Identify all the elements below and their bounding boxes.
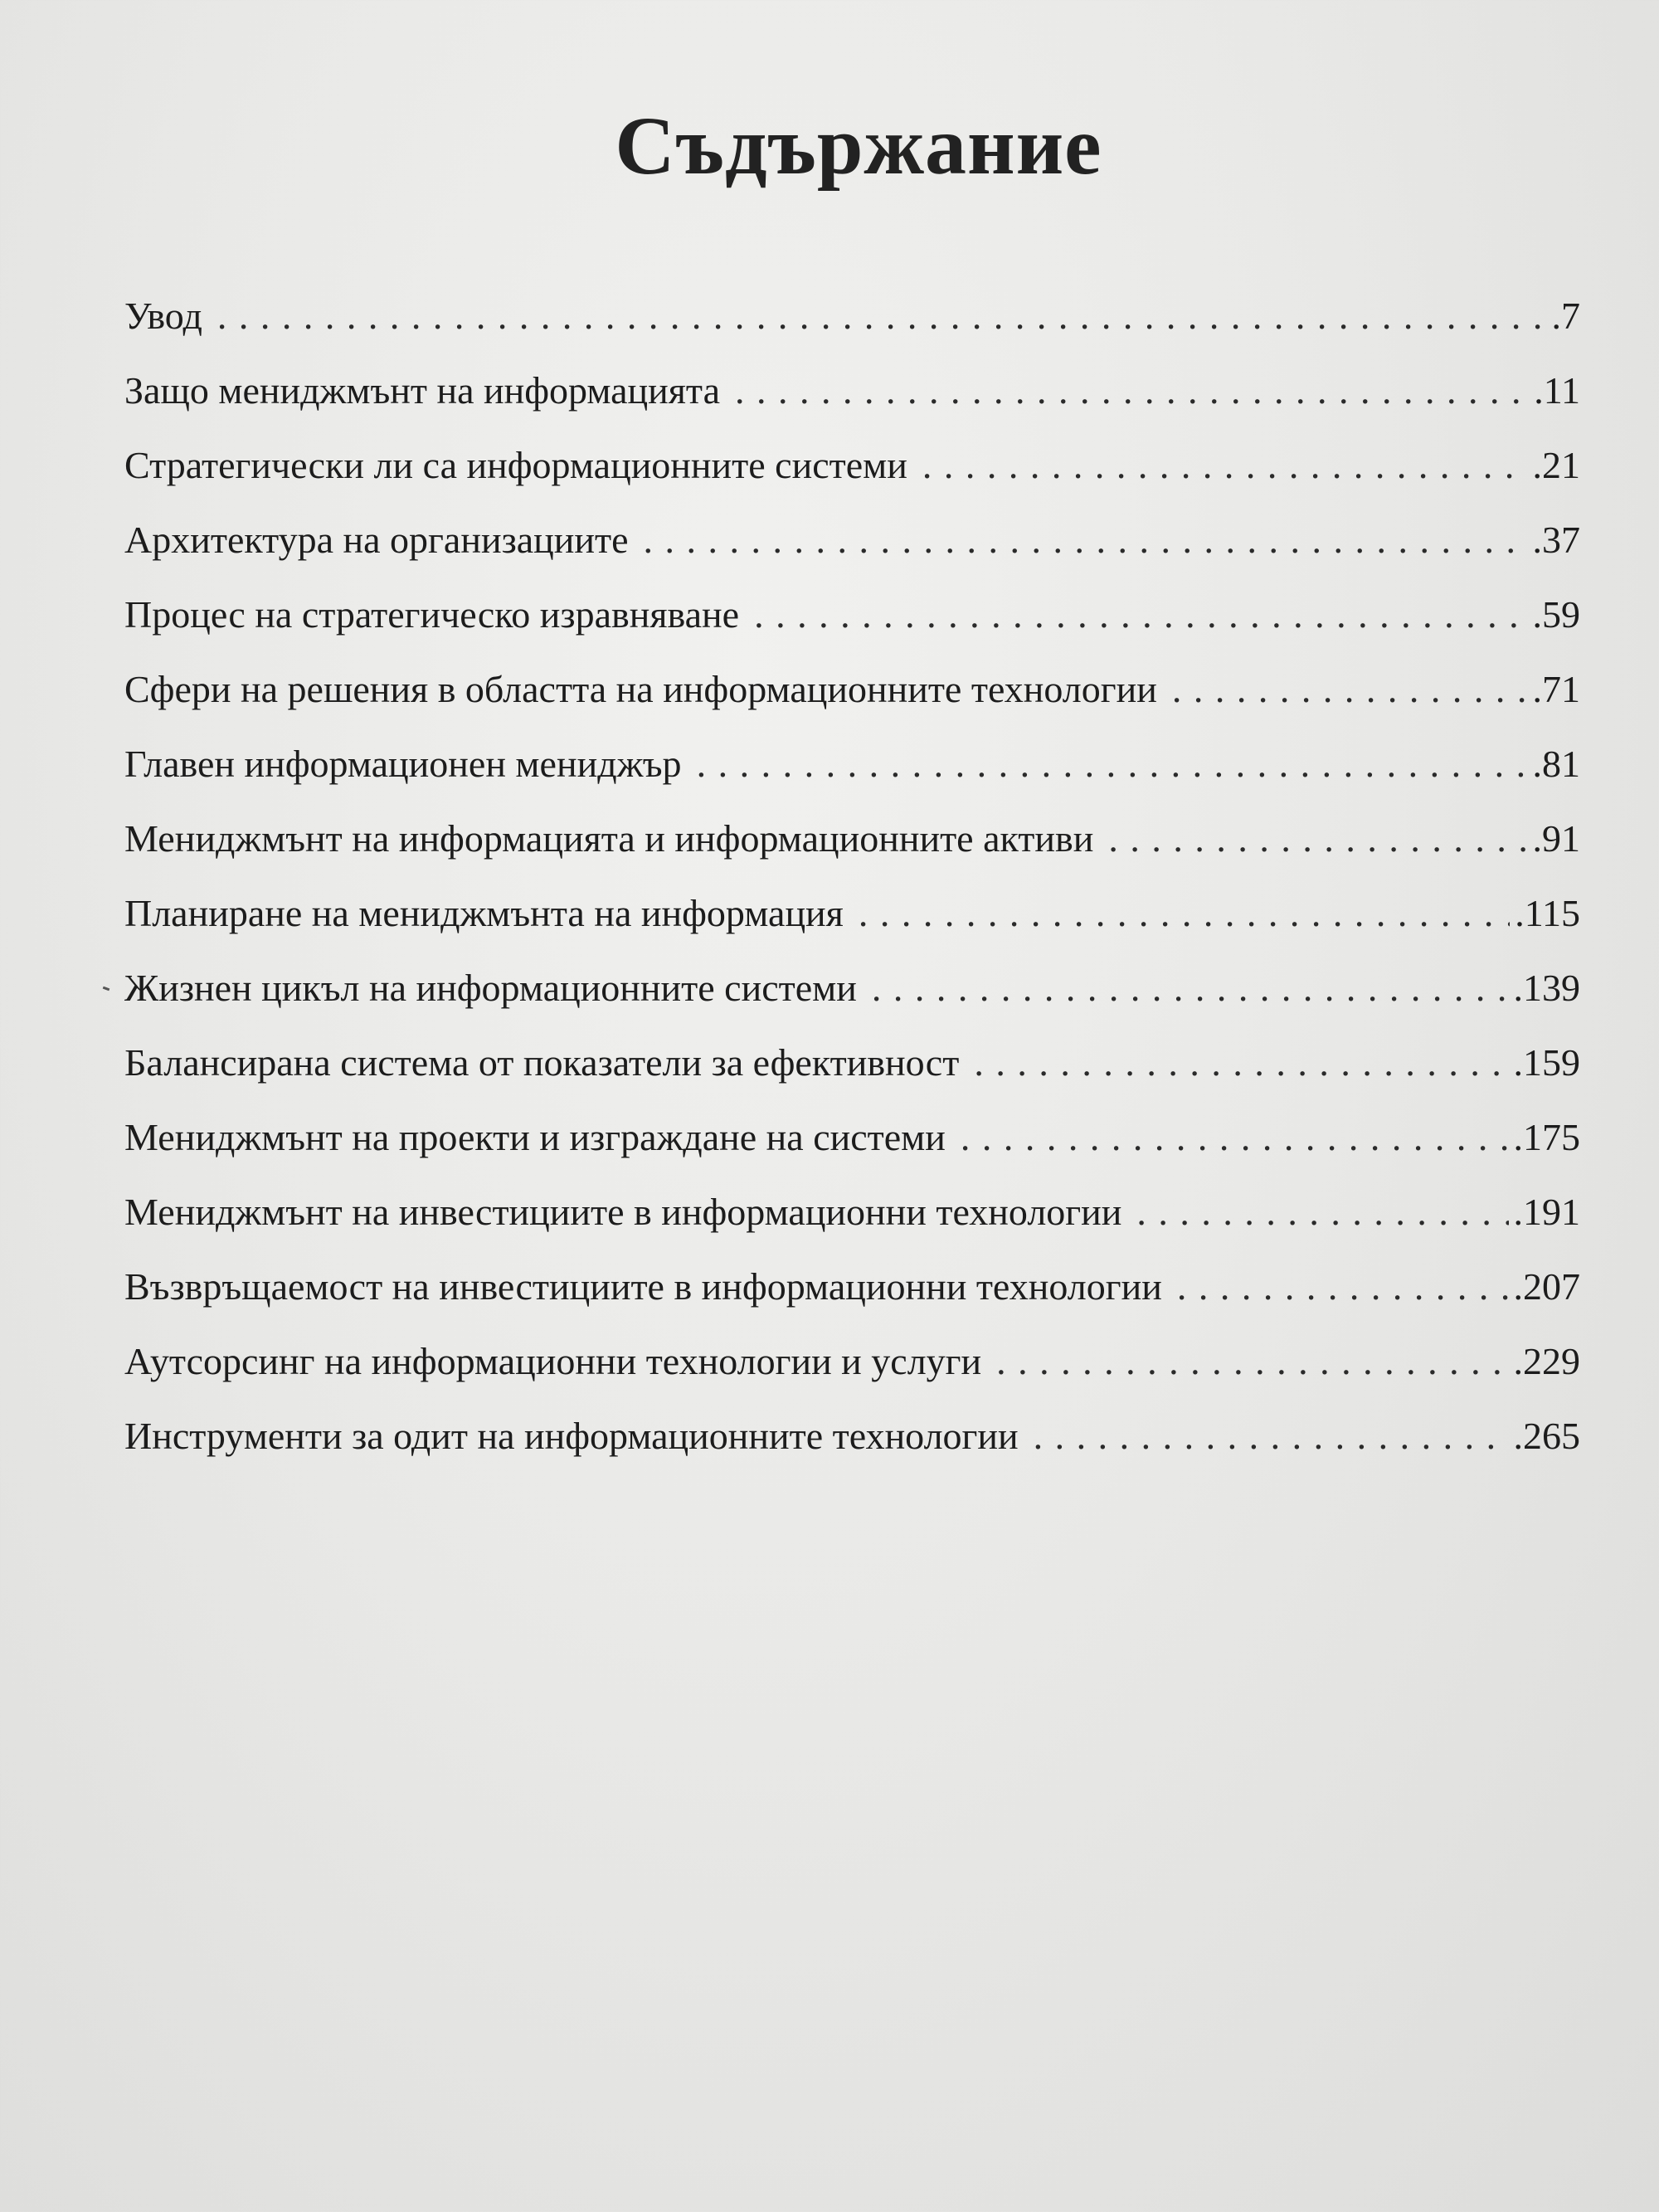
toc-entry-title: Аутсорсинг на информационни технологии и услуги — [124, 1340, 982, 1382]
toc-entry — [124, 428, 1580, 503]
toc-entry-title: Планиране на мениджмънта на информация — [124, 892, 844, 934]
toc-page-number: .11 — [1534, 369, 1580, 412]
toc-page-number: .71 — [1532, 668, 1580, 710]
toc-entry — [124, 1250, 1580, 1324]
toc-entry-title: Архитектура на организациите — [124, 519, 629, 561]
dot-leader — [1136, 1175, 1508, 1250]
toc-entry — [124, 876, 1580, 951]
toc-page-number: .37 — [1532, 519, 1580, 561]
toc-entry — [124, 652, 1580, 727]
page-title: Съдържание — [615, 100, 1102, 192]
toc-page-number: .81 — [1532, 743, 1580, 785]
toc-entry-title: Възвръщаемост на инвестициите в информационни технологии — [124, 1265, 1162, 1308]
dot-leader — [1177, 1250, 1509, 1324]
toc-page-number: .229 — [1513, 1340, 1580, 1382]
toc-entry-title: Стратегически ли са информационните системи — [124, 444, 907, 486]
toc-entry-title: Мениджмънт на проекти и изграждане на системи — [124, 1116, 946, 1158]
toc-entry-title: Увод — [124, 295, 202, 337]
toc-entry-title: Мениджмънт на инвестициите в информационни технологии — [124, 1191, 1122, 1233]
dot-leader — [974, 1026, 1508, 1100]
toc-page-number: .21 — [1532, 444, 1580, 486]
toc-entry — [124, 1399, 1580, 1474]
toc-entry-title: Сфери на решения в областта на информационните технологии — [124, 668, 1157, 710]
toc-entry-title: Балансирана система от показатели за ефективност — [124, 1041, 960, 1084]
toc-entry-title: Инструменти за одит на информационните технологии — [124, 1415, 1019, 1457]
toc-page-number: .159 — [1513, 1041, 1580, 1084]
dot-leader — [961, 1100, 1509, 1175]
toc-entry — [124, 1100, 1580, 1175]
table-of-contents — [124, 279, 1580, 1474]
toc-entry — [124, 801, 1580, 876]
toc-entry — [124, 279, 1580, 353]
ink-mark — [103, 987, 110, 992]
dot-leader — [697, 727, 1528, 801]
toc-entry — [124, 1026, 1580, 1100]
dot-leader — [735, 353, 1529, 428]
dot-leader — [859, 876, 1510, 951]
toc-page-number: .191 — [1513, 1191, 1580, 1233]
toc-entry — [124, 353, 1580, 428]
toc-entry-title: Главен информационен мениджър — [124, 743, 682, 785]
toc-page-number: .115 — [1515, 892, 1580, 934]
dot-leader — [1034, 1399, 1509, 1474]
toc-page-number: .59 — [1532, 593, 1580, 636]
toc-entry-title: Защо мениджмънт на информацията — [124, 369, 721, 412]
toc-entry-title: Жизнен цикъл на информационните системи — [124, 967, 857, 1009]
dot-leader — [1108, 801, 1527, 876]
dot-leader — [644, 503, 1528, 577]
toc-entry — [124, 1324, 1580, 1399]
toc-page-number: .175 — [1513, 1116, 1580, 1158]
toc-entry — [124, 951, 1580, 1026]
dot-leader — [1172, 652, 1528, 727]
toc-page-number: .139 — [1513, 967, 1580, 1009]
toc-page-number: .265 — [1513, 1415, 1580, 1457]
toc-entry — [124, 1175, 1580, 1250]
toc-page-number: .91 — [1532, 817, 1580, 860]
toc-page-number: .7 — [1551, 295, 1580, 337]
toc-entry-title: Процес на стратегическо изравняване — [124, 593, 740, 636]
dot-leader — [872, 951, 1509, 1026]
toc-entry — [124, 503, 1580, 577]
dot-leader — [217, 279, 1547, 353]
dot-leader — [754, 577, 1527, 652]
dot-leader — [996, 1324, 1508, 1399]
toc-entry-title: Мениджмънт на информацията и информационните активи — [124, 817, 1094, 860]
toc-page-number: .207 — [1513, 1265, 1580, 1308]
dot-leader — [922, 428, 1528, 503]
toc-entry — [124, 577, 1580, 652]
toc-entry — [124, 727, 1580, 801]
